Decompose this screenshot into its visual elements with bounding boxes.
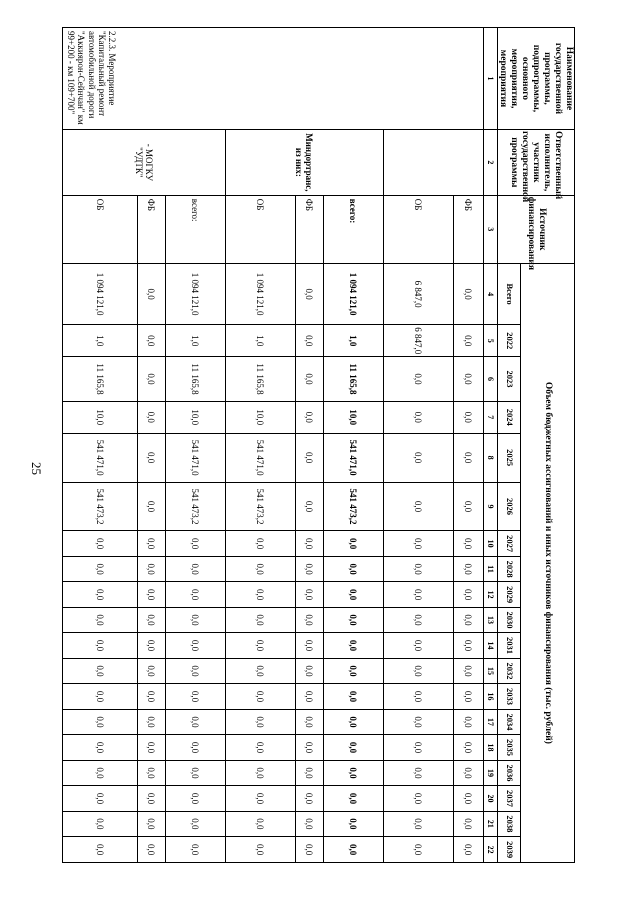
year-header: 2023 xyxy=(497,357,521,402)
value-cell: 0,0 xyxy=(225,811,295,836)
column-number: 5 xyxy=(483,325,497,357)
value-cell: 0,0 xyxy=(137,482,165,531)
value-cell: 0,0 xyxy=(62,582,137,607)
value-cell: 1,0 xyxy=(225,325,295,357)
value-cell: 0,0 xyxy=(225,658,295,683)
column-number: 17 xyxy=(483,709,497,734)
col-header-name: Наименование государственной программы, подпрограммы, основного мероприятия, мероприятия xyxy=(497,28,574,130)
value-cell: 0,0 xyxy=(453,325,483,357)
value-cell: 0,0 xyxy=(383,658,453,683)
value-cell: 1 094 121,0 xyxy=(225,263,295,325)
value-cell: 0,0 xyxy=(137,811,165,836)
table-frame xyxy=(65,27,575,863)
value-cell: 0,0 xyxy=(323,556,383,581)
value-cell: 0,0 xyxy=(137,607,165,632)
value-cell: 0,0 xyxy=(137,735,165,760)
value-cell: 0,0 xyxy=(165,735,225,760)
column-number: 8 xyxy=(483,433,497,482)
value-cell: 0,0 xyxy=(225,786,295,811)
value-cell: 0,0 xyxy=(137,531,165,556)
year-header-total: Всего xyxy=(497,263,521,325)
value-cell: 0,0 xyxy=(225,684,295,709)
column-number: 7 xyxy=(483,401,497,433)
value-cell: 11 165,8 xyxy=(165,357,225,402)
value-cell: 541 471,0 xyxy=(225,433,295,482)
year-header: 2030 xyxy=(497,607,521,632)
value-cell: 0,0 xyxy=(165,582,225,607)
value-cell: 0,0 xyxy=(165,811,225,836)
value-cell: 0,0 xyxy=(165,760,225,785)
value-cell: 0,0 xyxy=(383,633,453,658)
value-cell: 1,0 xyxy=(62,325,137,357)
funding-source-cell: ОБ xyxy=(62,195,137,263)
value-cell: 0,0 xyxy=(453,633,483,658)
value-cell: 0,0 xyxy=(295,263,323,325)
value-cell: 0,0 xyxy=(295,633,323,658)
value-cell: 0,0 xyxy=(323,760,383,785)
value-cell: 0,0 xyxy=(62,658,137,683)
value-cell: 11 165,8 xyxy=(225,357,295,402)
value-cell: 0,0 xyxy=(225,735,295,760)
value-cell: 0,0 xyxy=(383,482,453,531)
column-number: 22 xyxy=(483,837,497,863)
value-cell: 0,0 xyxy=(225,709,295,734)
funding-header: Объем бюджетных ассигнований и иных источников финансирования (тыс. рублей) xyxy=(521,263,575,862)
column-number: 9 xyxy=(483,482,497,531)
value-cell: 0,0 xyxy=(165,658,225,683)
value-cell: 0,0 xyxy=(62,556,137,581)
year-header: 2039 xyxy=(497,837,521,863)
value-cell: 10,0 xyxy=(225,401,295,433)
value-cell: 0,0 xyxy=(225,531,295,556)
value-cell: 0,0 xyxy=(453,482,483,531)
funding-source-cell: всего: xyxy=(323,195,383,263)
value-cell: 0,0 xyxy=(323,582,383,607)
value-cell: 0,0 xyxy=(453,658,483,683)
value-cell: 0,0 xyxy=(383,357,453,402)
value-cell: 0,0 xyxy=(295,837,323,863)
value-cell: 0,0 xyxy=(383,837,453,863)
value-cell: 0,0 xyxy=(453,786,483,811)
value-cell: 0,0 xyxy=(323,633,383,658)
column-number: 6 xyxy=(483,357,497,402)
value-cell: 0,0 xyxy=(137,263,165,325)
value-cell: 0,0 xyxy=(165,607,225,632)
value-cell: 0,0 xyxy=(295,786,323,811)
value-cell: 0,0 xyxy=(225,633,295,658)
year-header: 2031 xyxy=(497,633,521,658)
value-cell: 0,0 xyxy=(453,709,483,734)
funding-source-cell: ОБ xyxy=(225,195,295,263)
year-header: 2035 xyxy=(497,735,521,760)
column-number: 1 xyxy=(483,28,497,130)
value-cell: 0,0 xyxy=(165,709,225,734)
value-cell: 10,0 xyxy=(323,401,383,433)
value-cell: 0,0 xyxy=(383,433,453,482)
value-cell: 0,0 xyxy=(323,531,383,556)
value-cell: 0,0 xyxy=(383,760,453,785)
year-header: 2028 xyxy=(497,556,521,581)
value-cell: 0,0 xyxy=(453,582,483,607)
col-header-executor: Ответственный исполнитель, участник государственной программы xyxy=(497,129,574,195)
value-cell: 0,0 xyxy=(225,582,295,607)
value-cell: 0,0 xyxy=(383,531,453,556)
value-cell: 0,0 xyxy=(383,684,453,709)
value-cell: 6 847,0 xyxy=(383,325,453,357)
value-cell: 0,0 xyxy=(323,607,383,632)
year-header: 2037 xyxy=(497,786,521,811)
value-cell: 0,0 xyxy=(323,811,383,836)
value-cell: 0,0 xyxy=(137,684,165,709)
value-cell: 0,0 xyxy=(137,658,165,683)
value-cell: 0,0 xyxy=(383,607,453,632)
column-number: 4 xyxy=(483,263,497,325)
year-header: 2032 xyxy=(497,658,521,683)
value-cell: 0,0 xyxy=(225,760,295,785)
column-number: 20 xyxy=(483,786,497,811)
value-cell: 0,0 xyxy=(453,433,483,482)
value-cell: 0,0 xyxy=(165,556,225,581)
col-header-source: Источник финансирования xyxy=(497,195,574,263)
value-cell: 0,0 xyxy=(383,811,453,836)
column-number: 16 xyxy=(483,684,497,709)
value-cell: 0,0 xyxy=(295,607,323,632)
value-cell: 0,0 xyxy=(453,357,483,402)
value-cell: 0,0 xyxy=(295,325,323,357)
year-header: 2034 xyxy=(497,709,521,734)
value-cell: 0,0 xyxy=(295,556,323,581)
value-cell: 0,0 xyxy=(62,786,137,811)
year-header: 2026 xyxy=(497,482,521,531)
value-cell: 0,0 xyxy=(62,709,137,734)
column-number: 19 xyxy=(483,760,497,785)
value-cell: 541 471,0 xyxy=(62,433,137,482)
value-cell: 541 471,0 xyxy=(165,433,225,482)
value-cell: 0,0 xyxy=(323,735,383,760)
value-cell: 0,0 xyxy=(165,684,225,709)
value-cell: 0,0 xyxy=(453,607,483,632)
table-row xyxy=(453,28,483,863)
value-cell: 0,0 xyxy=(453,735,483,760)
value-cell: 0,0 xyxy=(295,760,323,785)
value-cell: 0,0 xyxy=(453,811,483,836)
value-cell: 10,0 xyxy=(62,401,137,433)
activity-name-cell: 2.2.3. Мероприятие "Капитальный ремонт автомобильной дороги "Аккиярон-Сейнчан" км 99+200 - км 109+700" xyxy=(62,28,483,130)
value-cell: 0,0 xyxy=(453,684,483,709)
value-cell: 0,0 xyxy=(383,735,453,760)
value-cell: 0,0 xyxy=(62,837,137,863)
value-cell: 0,0 xyxy=(323,837,383,863)
column-number: 21 xyxy=(483,811,497,836)
year-header: 2036 xyxy=(497,760,521,785)
year-header: 2022 xyxy=(497,325,521,357)
year-header: 2024 xyxy=(497,401,521,433)
value-cell: 0,0 xyxy=(383,401,453,433)
value-cell: 0,0 xyxy=(453,263,483,325)
value-cell: 0,0 xyxy=(225,607,295,632)
value-cell: 0,0 xyxy=(165,633,225,658)
value-cell: 0,0 xyxy=(295,709,323,734)
value-cell: 0,0 xyxy=(137,837,165,863)
value-cell: 11 165,8 xyxy=(62,357,137,402)
value-cell: 0,0 xyxy=(62,735,137,760)
value-cell: 0,0 xyxy=(137,633,165,658)
page-number: 25 xyxy=(29,462,44,475)
year-header: 2029 xyxy=(497,582,521,607)
value-cell: 0,0 xyxy=(62,531,137,556)
value-cell: 0,0 xyxy=(225,556,295,581)
value-cell: 0,0 xyxy=(137,709,165,734)
funding-table xyxy=(62,27,575,863)
value-cell: 0,0 xyxy=(295,433,323,482)
column-number: 14 xyxy=(483,633,497,658)
value-cell: 0,0 xyxy=(295,582,323,607)
value-cell: 0,0 xyxy=(225,837,295,863)
value-cell: 0,0 xyxy=(137,433,165,482)
column-number: 10 xyxy=(483,531,497,556)
value-cell: 1 094 121,0 xyxy=(165,263,225,325)
column-number: 18 xyxy=(483,735,497,760)
value-cell: 0,0 xyxy=(295,658,323,683)
executor-mindortrans: Миндортранс, из них: xyxy=(225,129,383,195)
value-cell: 0,0 xyxy=(165,531,225,556)
value-cell: 0,0 xyxy=(137,786,165,811)
value-cell: 0,0 xyxy=(453,556,483,581)
value-cell: 541 473,2 xyxy=(225,482,295,531)
year-header: 2033 xyxy=(497,684,521,709)
value-cell: 541 471,0 xyxy=(323,433,383,482)
value-cell: 0,0 xyxy=(295,357,323,402)
value-cell: 0,0 xyxy=(137,556,165,581)
value-cell: 11 165,8 xyxy=(323,357,383,402)
value-cell: 1 094 121,0 xyxy=(62,263,137,325)
value-cell: 0,0 xyxy=(383,709,453,734)
value-cell: 0,0 xyxy=(295,401,323,433)
value-cell: 0,0 xyxy=(62,811,137,836)
value-cell: 0,0 xyxy=(383,786,453,811)
funding-source-cell: ФБ xyxy=(453,195,483,263)
value-cell: 10,0 xyxy=(165,401,225,433)
value-cell: 1 094 121,0 xyxy=(323,263,383,325)
value-cell: 0,0 xyxy=(62,684,137,709)
value-cell: 541 473,2 xyxy=(323,482,383,531)
funding-source-cell: всего: xyxy=(165,195,225,263)
column-number: 13 xyxy=(483,607,497,632)
value-cell: 0,0 xyxy=(137,760,165,785)
value-cell: 0,0 xyxy=(295,482,323,531)
value-cell: 0,0 xyxy=(323,658,383,683)
value-cell: 0,0 xyxy=(62,607,137,632)
value-cell: 0,0 xyxy=(62,633,137,658)
value-cell: 0,0 xyxy=(323,709,383,734)
value-cell: 0,0 xyxy=(137,357,165,402)
year-header: 2038 xyxy=(497,811,521,836)
column-number: 15 xyxy=(483,658,497,683)
year-header: 2025 xyxy=(497,433,521,482)
value-cell: 0,0 xyxy=(137,582,165,607)
value-cell: 0,0 xyxy=(383,556,453,581)
column-number: 3 xyxy=(483,195,497,263)
table-row xyxy=(323,28,383,863)
column-number: 12 xyxy=(483,582,497,607)
value-cell: 0,0 xyxy=(295,735,323,760)
funding-source-cell: ФБ xyxy=(137,195,165,263)
value-cell: 0,0 xyxy=(453,401,483,433)
funding-source-cell: ОБ xyxy=(383,195,453,263)
value-cell: 541 473,2 xyxy=(165,482,225,531)
table-row xyxy=(165,28,225,863)
value-cell: 0,0 xyxy=(295,684,323,709)
value-cell: 0,0 xyxy=(62,760,137,785)
value-cell: 0,0 xyxy=(165,786,225,811)
value-cell: 0,0 xyxy=(137,401,165,433)
executor-cell-empty xyxy=(383,129,483,195)
column-number: 11 xyxy=(483,556,497,581)
value-cell: 1,0 xyxy=(165,325,225,357)
value-cell: 0,0 xyxy=(295,531,323,556)
funding-source-cell: ФБ xyxy=(295,195,323,263)
value-cell: 0,0 xyxy=(453,531,483,556)
executor-mogku: - МОГКУ "УДТК" xyxy=(62,129,225,195)
value-cell: 0,0 xyxy=(323,786,383,811)
column-number: 2 xyxy=(483,129,497,195)
value-cell: 6 847,0 xyxy=(383,263,453,325)
year-header: 2027 xyxy=(497,531,521,556)
value-cell: 0,0 xyxy=(453,760,483,785)
value-cell: 0,0 xyxy=(383,582,453,607)
value-cell: 0,0 xyxy=(323,684,383,709)
value-cell: 541 473,2 xyxy=(62,482,137,531)
value-cell: 0,0 xyxy=(295,811,323,836)
value-cell: 0,0 xyxy=(453,837,483,863)
value-cell: 0,0 xyxy=(165,837,225,863)
value-cell: 0,0 xyxy=(137,325,165,357)
value-cell: 1,0 xyxy=(323,325,383,357)
